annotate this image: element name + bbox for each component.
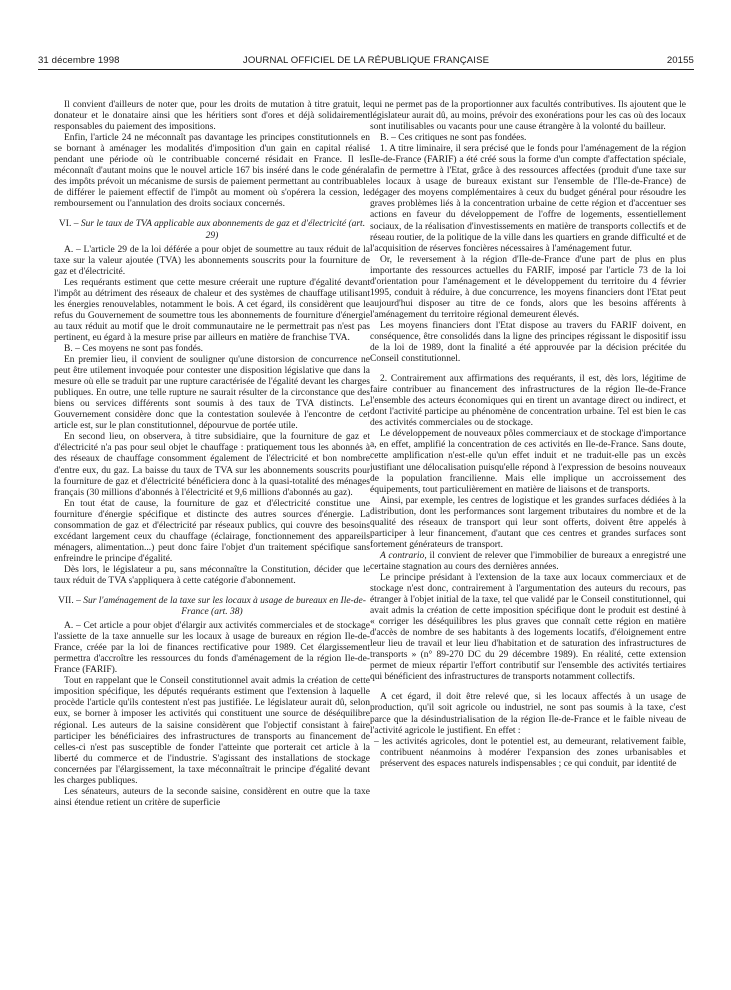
paragraph: 1. A titre liminaire, il sera précisé que le fonds pour l'aménagement de la région Ile-de-France (FARIF) a été créé sous la forme d'un compte d'affectation spéciale, afin de permettre à l'Etat, grâce à des ressources affectées (produit d'une taxe sur les locaux à usage de bureaux existant sur l'ensemble de l'Ile-de-France) de dégager des moyens complémentaires à ceux du budget général pour résoudre les graves problèmes liés à la concentration urbaine de cette région et d'accentuer ses actions en faveur du développement de l'offre de logements, essentiellement sociaux, de la réalisation d'investissements en matière de transports collectifs et de réseau routier, de la politique de la ville dans les quartiers en grande difficulté et de l'acquisition de réserves foncières nécessaires à l'aménagement futur. (370, 144, 686, 254)
paragraph: B. – Ces moyens ne sont pas fondés. (64, 343, 204, 354)
paragraph: A. – L'article 29 de la loi déférée a pour objet de soumettre au taux réduit de la taxe sur la valeur ajoutée (TVA) les abonnements souscrits pour la fourniture de gaz et d'électricité. (54, 244, 370, 277)
section-heading-prefix: VII. – (58, 596, 81, 607)
paragraph: Les requérants estiment que cette mesure créerait une rupture d'égalité devant l'impôt au détriment des réseaux de chaleur et des systèmes de chauffage utilisant les énergies renouvelables, notamment le bois. A cet égard, ils considèrent que le refus du Gouvernement de soumettre tous les abonnements de fourniture d'énergie au taux réduit au motif que le droit communautaire ne le permettrait pas n'est pas pertinent, eu égard à la mesure prise par ailleurs en matière de franchise TVA. (54, 277, 370, 343)
paragraph: Le développement de nouveaux pôles commerciaux et de stockage d'importance a, en effet, amplifié la concentration de ces activités en Ile-de-France. Sans doute, cette amplification n'est-elle qu'un effet induit et ne traduit-elle pas un excès justifiant une délocalisation puisqu'elle répond à l'expression de besoins nouveaux de la population francilienne. Mais elle implique un accroissement des équipements, tout particulièrement en matière de liaisons et de transports. (370, 429, 686, 495)
paragraph: qui ne permet pas de la proportionner aux facultés contributives. Ils ajoutent que le législateur aurait dû, au moins, prévoir des exonérations pour les cas où des locaux sont inutilisables ou vacants pour une cause étrangère à la volonté du bailleur. (370, 100, 686, 133)
emphasis: A contrario, (380, 550, 427, 561)
section-heading-vii (54, 596, 370, 618)
right-column (370, 100, 686, 975)
paragraph: Or, le reversement à la région d'Ile-de-France d'une part de plus en plus importante des ressources actuelles du FARIF, imposé par l'article 73 de la loi d'orientation pour l'aménagement et le développement du territoire du 4 février 1995, conduit à réduire, à due concurrence, les moyens financiers dont l'Etat peut aujourd'hui disposer au titre de ce fonds, alors que les besoins afférents à l'aménagement du territoire régional demeurent élevés. (370, 254, 686, 320)
section-heading-text: Sur l'aménagement de la taxe sur les locaux à usage de bureaux en Ile-de-France (art. 38) (83, 596, 366, 618)
left-column (54, 100, 370, 975)
paragraph: A. – Cet article a pour objet d'élargir aux activités commerciales et de stockage l'assiette de la taxe annuelle sur les locaux à usage de bureaux en région Ile-de-France, créée par la loi de finances rectificative pour 1989. Cet élargissement permettra d'accroître les ressources du fonds d'aménagement de la région Ile-de-France (FARIF). (54, 621, 370, 676)
paragraph-text: il convient de relever que l'immobilier de bureaux a enregistré une certaine stagnation au cours des dernières années. (370, 550, 686, 572)
paragraph: Le principe présidant à l'extension de la taxe aux locaux commerciaux et de stockage n'est donc, contrairement à l'argumentation des auteurs du recours, pas étranger à l'objet initial de la taxe, tel que validé par le Conseil constitutionnel, qui avait admis la création de cette imposition spécifique dont le produit est destiné à « corriger les déséquilibres les plus graves que connaît cette région en matière d'accès de nombre de ses habitants à des logements locatifs, d'éloignement entre leur lieu de travail et leur lieu d'habitation et de saturation des infrastructures de transports » (n° 89-270 DC du 29 décembre 1989). En réalité, cette extension permet de mieux répartir l'effort contributif sur l'ensemble des activités tertiaires qui bénéficient des infrastructures de transports notamment collectifs. (370, 572, 686, 683)
paragraph: Tout en rappelant que le Conseil constitutionnel avait admis la création de cette imposition spécifique, les députés requérants estiment que l'extension à laquelle procède l'article qu'ils contestent n'est pas justifiée. Le législateur aurait dû, selon eux, se borner à imposer les activités qui constituent une source de déséquilibre régional. Les auteurs de la saisine considèrent que l'objectif consistant à faire participer les bénéficiaires des infrastructures de transports au financement de celles-ci n'est pas susceptible de fonder l'atteinte que porterait cet article à la liberté du commerce et de l'industrie. S'agissant des installations de stockage concernées par l'élargissement, la taxe méconnaîtrait le principe d'égalité devant les charges publiques. (54, 676, 370, 786)
paragraph: Il convient d'ailleurs de noter que, pour les droits de mutation à titre gratuit, le donateur et le donataire ainsi que les héritiers sont d'ores et déjà solidairement responsables du paiement des impositions. (54, 100, 370, 133)
list-item: – les activités agricoles, dont le potentiel est, au demeurant, relativement faible, contribuent néanmoins à modérer l'expansion des zones urbanisables et préservent des espaces naturels indispensables ; ce qui conduit, par identité de (374, 736, 686, 769)
section-heading-text: Sur le taux de TVA applicable aux abonnements de gaz et d'électricité (art. 29) (80, 219, 366, 241)
header-journal-title: JOURNAL OFFICIEL DE LA RÉPUBLIQUE FRANÇAISE (242, 55, 490, 66)
paragraph: Les sénateurs, auteurs de la seconde saisine, considèrent en outre que la taxe ainsi étendue retient un critère de superficie (54, 786, 370, 808)
paragraph: Les moyens financiers dont l'Etat dispose au travers du FARIF doivent, en conséquence, être consolidés dans la ligne des principes régissant le dispositif issu de la loi de 1989, dont la finalité a été approuvée par la décision précitée du Conseil constitutionnel. (370, 320, 686, 365)
paragraph: En tout état de cause, la fourniture de gaz et d'électricité constitue une fourniture d'énergie spécifique et distincte des autres sources d'énergie. La consommation de gaz et d'électricité par réseaux publics, qui couvre des besoins excédant largement ceux du chauffage (éclairage, fonctionnement des appareils ménagers, alimentation...) peut donc faire l'objet d'un traitement spécifique sans enfreindre le principe d'égalité. (54, 498, 370, 564)
section-heading-vi (54, 219, 370, 241)
section-heading-prefix: VI. – (58, 219, 79, 230)
paragraph: En second lieu, on observera, à titre subsidiaire, que la fourniture de gaz et d'électricité n'a pas pour seul objet le chauffage : pratiquement tous les abonnés à des réseaux de chauffage consomment également de l'électricité et bon nombre d'entre eux, du gaz. La baisse du taux de TVA sur les abonnements souscrits pour la fourniture de gaz et d'électricité bénéficiera donc à la quasi-totalité des ménages français (30 millions d'abonnés à l'électricité et 9,6 millions d'abonnés au gaz). (54, 432, 370, 498)
paragraph: Enfin, l'article 24 ne méconnaît pas davantage les principes constitutionnels en se bornant à aménager les modalités d'imposition d'un gain en capital réalisé pendant une période où le contribuable concerné résidait en France. Il les méconnaît d'autant moins que le nouvel article 167 bis inséré dans le code général des impôts prévoit un mécanisme de sursis de paiement permettant au contribuable de différer le paiement effectif de l'impôt au moment où s'opérera la cession, le remboursement ou l'annulation des droits sociaux concernés. (54, 133, 370, 210)
paragraph (370, 551, 686, 573)
page-header (38, 55, 694, 69)
header-date: 31 décembre 1998 (38, 55, 120, 66)
paragraph: Ainsi, par exemple, les centres de logistique et les grandes surfaces dédiées à la distribution, dont les performances sont largement tributaires du nombre et de la qualité des réseaux de transport qui leur sont offerts, doivent être appelés à participer à leur financement, d'autant que ces centres et grandes surfaces sont fortement générateurs de transport. (370, 495, 686, 550)
header-page-number: 20155 (666, 55, 694, 66)
paragraph: En premier lieu, il convient de souligner qu'une distorsion de concurrence ne peut être utilement invoquée pour contester une disposition législative que dans la mesure où elle se traduit par une rupture caractérisée de l'égalité devant les charges publiques. En outre, une telle rupture ne saurait résulter de la circonstance que des biens ou services différents sont soumis à des taux de TVA distincts. Le Gouvernement considère donc que la contestation soulevée à l'encontre de cet article est, sur le plan constitutionnel, dépourvue de portée utile. (54, 355, 370, 432)
paragraph: Dès lors, le législateur a pu, sans méconnaître la Constitution, décider que le taux réduit de TVA s'appliquera à cette catégorie d'abonnement. (54, 564, 370, 586)
paragraph: B. – Ces critiques ne sont pas fondées. (380, 133, 527, 144)
paragraph: 2. Contrairement aux affirmations des requérants, il est, dès lors, légitime de faire contribuer au financement des infrastructures de la région Ile-de-France l'ensemble des acteurs économiques qui en tirent un avantage direct ou indirect, et dont l'activité participe au phénomène de concentration urbaine. Tel est bien le cas des activités commerciales ou de stockage. (370, 374, 686, 429)
paragraph: A cet égard, il doit être relevé que, si les locaux affectés à un usage de production, qu'il soit agricole ou industriel, ne sont pas soumis à la taxe, c'est parce que la désindustrialisation de la région Ile-de-France et le faible niveau de l'activité agricole le justifient. En effet : (370, 692, 686, 736)
header-rule (38, 69, 694, 70)
bullet-list (370, 737, 686, 770)
